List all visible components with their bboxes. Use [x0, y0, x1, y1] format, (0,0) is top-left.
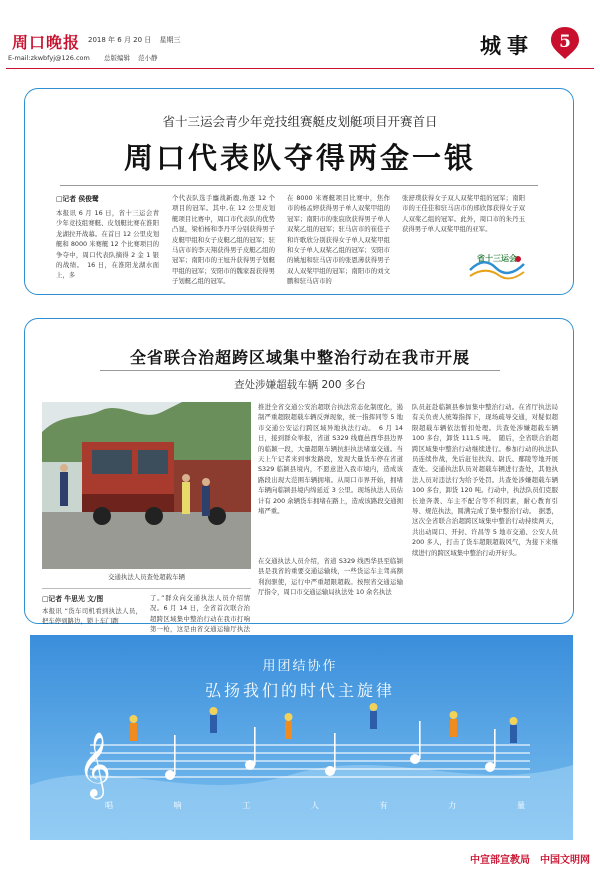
- poster-char: 有: [379, 801, 388, 810]
- article1-col4: 张舒璞获得女子双人双桨甲组的冠军；南阳市的王佳佳和驻马店市的邢欣郎获得女子双人双桨乙组的冠军。此外，周口市的朱丹玉获得男子单人双桨甲组的亚军。: [402, 194, 525, 234]
- poster-char: 工: [242, 801, 251, 810]
- poster-credit: 中宣部宣教局 中国文明网: [470, 855, 590, 866]
- games-logo-text: 省十三运会: [477, 254, 517, 263]
- poster-line1: 用团结协作: [262, 659, 338, 674]
- article2-photo-caption: 交通执法人员查处超载车辆: [108, 573, 185, 581]
- article2-subhead: 查处涉嫌超载车辆 200 多台: [234, 379, 366, 391]
- article1-col1: [56, 193, 159, 288]
- poster-char: 量: [516, 801, 525, 810]
- poster-char: 力: [448, 801, 457, 810]
- article2-col1b: 了。”群众向交通执法人员介绍情况。6 月 14 日，全省首次联合治超跨区域集中整治行动在我市打响第一枪，这是由省交通运输厅执法: [150, 594, 250, 634]
- caption-rule: [42, 588, 251, 589]
- header-rule: [6, 68, 594, 69]
- article2-headline: 全省联合治超跨区域集中整治行动在我市开展: [129, 348, 470, 367]
- masthead: 周口晚报: [12, 33, 81, 52]
- poster-line2: 弘扬我们的时代主旋律: [204, 681, 395, 700]
- article2-col2: [258, 402, 403, 618]
- article1-headline: 周口代表队夺得两金一银: [123, 141, 476, 175]
- section-title: 城事: [480, 33, 534, 58]
- poster-char: 唱: [105, 801, 113, 810]
- date: 2018 年 6 月 20 日: [88, 36, 152, 44]
- article1-rule: [60, 185, 538, 186]
- poster-char: 人: [310, 801, 319, 810]
- dateline: [88, 35, 181, 45]
- article1-col2: 个代表队选手鏖战新鹿,角逐 12 个项目的冠军。其中,在 12 公里皮划艇项目比赛中，周口市代表队的优势凸显，梁柏杨和李丹平分别获得男子皮艇甲组和女子皮艇乙组的冠军；驻马店市的李天翔获得男子皮艇乙组的冠军；南阳市的王旭升获得男子划艇甲组的冠军；安阳市的魏家磊获得男子划艇乙组的冠军。: [172, 194, 275, 286]
- editor-label: 总版编辑: [103, 54, 130, 62]
- article1-col1-text: 本报讯 6 月 16 日，省十三运会青少年竞技组赛艇、皮划艇比赛在淮阳龙湖拉开战幕。在首日 12 公里皮划艇和 8000 米赛艇 12 个比赛项目的争夺中，周口代表队摘得 2 金 1 银的战绩。 16 日，在淮阳龙湖水面上，多: [56, 209, 159, 280]
- email: E-mail:zkwbfyj@126.com: [8, 54, 90, 62]
- article2-col1a-text: 本报讯 “货车司机看到执法人员，把车停到路边，锁上车门跑: [42, 607, 142, 626]
- editor-name: 范小静: [138, 54, 158, 62]
- article2-col3: 队员赶赴临颍县参加集中整治行动。在省厅执法局有关负责人统筹指挥下，现场疏导交通，对疑似超限超载车辆依法暂扣处理。共查处涉嫌超载车辆 100 多台，卸货 111.5 吨。 随后，全省联合治超跨区域集中整治行动继续进行。参加行动的执法队员连续作战，先后赶往扶沟、尉氏、鄢陵等地开展查处。交通执法队员对超载车辆进行查处，其他执法人员对违法行为给予处罚。共查处涉嫌超载车辆 100 多台，卸货 120 吨。行动中，执法队员们克服长途奔袭、车主不配合等不利因素，耐心教育引导、规范执法，圆满完成了集中整治行动。 据悉，这次全省联合治超跨区域集中整治行动持续两天，共出动周口、开封、许昌等 5 地市交通、公安人员 200 多人，打击了货车超限超载风气，为接下来继续进行的跨区域集中整治行动开好头。: [412, 403, 558, 557]
- article1-kicker: 省十三运会青少年竞技组赛艇皮划艇项目开赛首日: [162, 114, 438, 129]
- poster-char: 响: [173, 801, 182, 810]
- article2-col2a-text: 推进全省交通公安治超联合执法常态化制度化，遏制严重超限超载车辆反弹现象，统一指挥同等 5 地市交通公安运行跨区域异地执法行动。 6 月 14 日，接到群众举报，省道 S329 线鹿邑西华县边界的临颖一段，大量超限车辆抗拒执法堵塞交通。当天上午记者来到事发路段，发现大量货车停在省道 S329 临颍县境内，不愿意进入我市境内，造成该路段出现大范围车辆拥堵。从周口市界开始，拥堵车辆向临颍县境内绵延近 3 公里。现场执法人员估计有 200 余辆货车拥堵在路上，造成该路段交通拥堵严重。: [258, 403, 403, 516]
- svg-text:𝄞: 𝄞: [78, 732, 112, 797]
- article2-rule: [100, 370, 500, 371]
- games-logo: [466, 252, 528, 282]
- article2-col1: [42, 593, 142, 626]
- weekday: 星期三: [159, 36, 181, 44]
- poster-lyric-chars: [105, 800, 525, 811]
- page-number-badge: [550, 26, 580, 60]
- article1-byline: □记者 侯俊鹭: [56, 195, 99, 203]
- article2-byline: □记者 牛思光 文/图: [42, 595, 104, 603]
- page-number: 5: [559, 32, 571, 52]
- header-subline: [8, 53, 158, 62]
- article1-col3: 在 8000 米赛艇项目比赛中，焦作市的杨孟婷获得男子单人双桨甲组的冠军；南阳市的张宸欣获得男子单人双桨乙组的冠军；驻马店市的崔佳子和许歌欣分别获得女子单人双桨甲组和女子单人双桨乙组的冠军；安阳市的姚旭和驻马店市的张恩薄获得男子双人双桨甲组的冠军；南阳市的刘文鹏和驻马店市的: [287, 194, 390, 286]
- article2-col2b-text: 在交通执法人员介绍，省道 S329 线西华县至临颍县是我省的重要交通运输线，一些货运车主驾高额利润驱使，运行中严重超限超载。按照省交通运输厅指令，周口市交通运输局执法处 10 余名执法: [258, 557, 403, 597]
- article2-photo: [42, 402, 251, 569]
- truck-photo-illustration: [42, 402, 251, 569]
